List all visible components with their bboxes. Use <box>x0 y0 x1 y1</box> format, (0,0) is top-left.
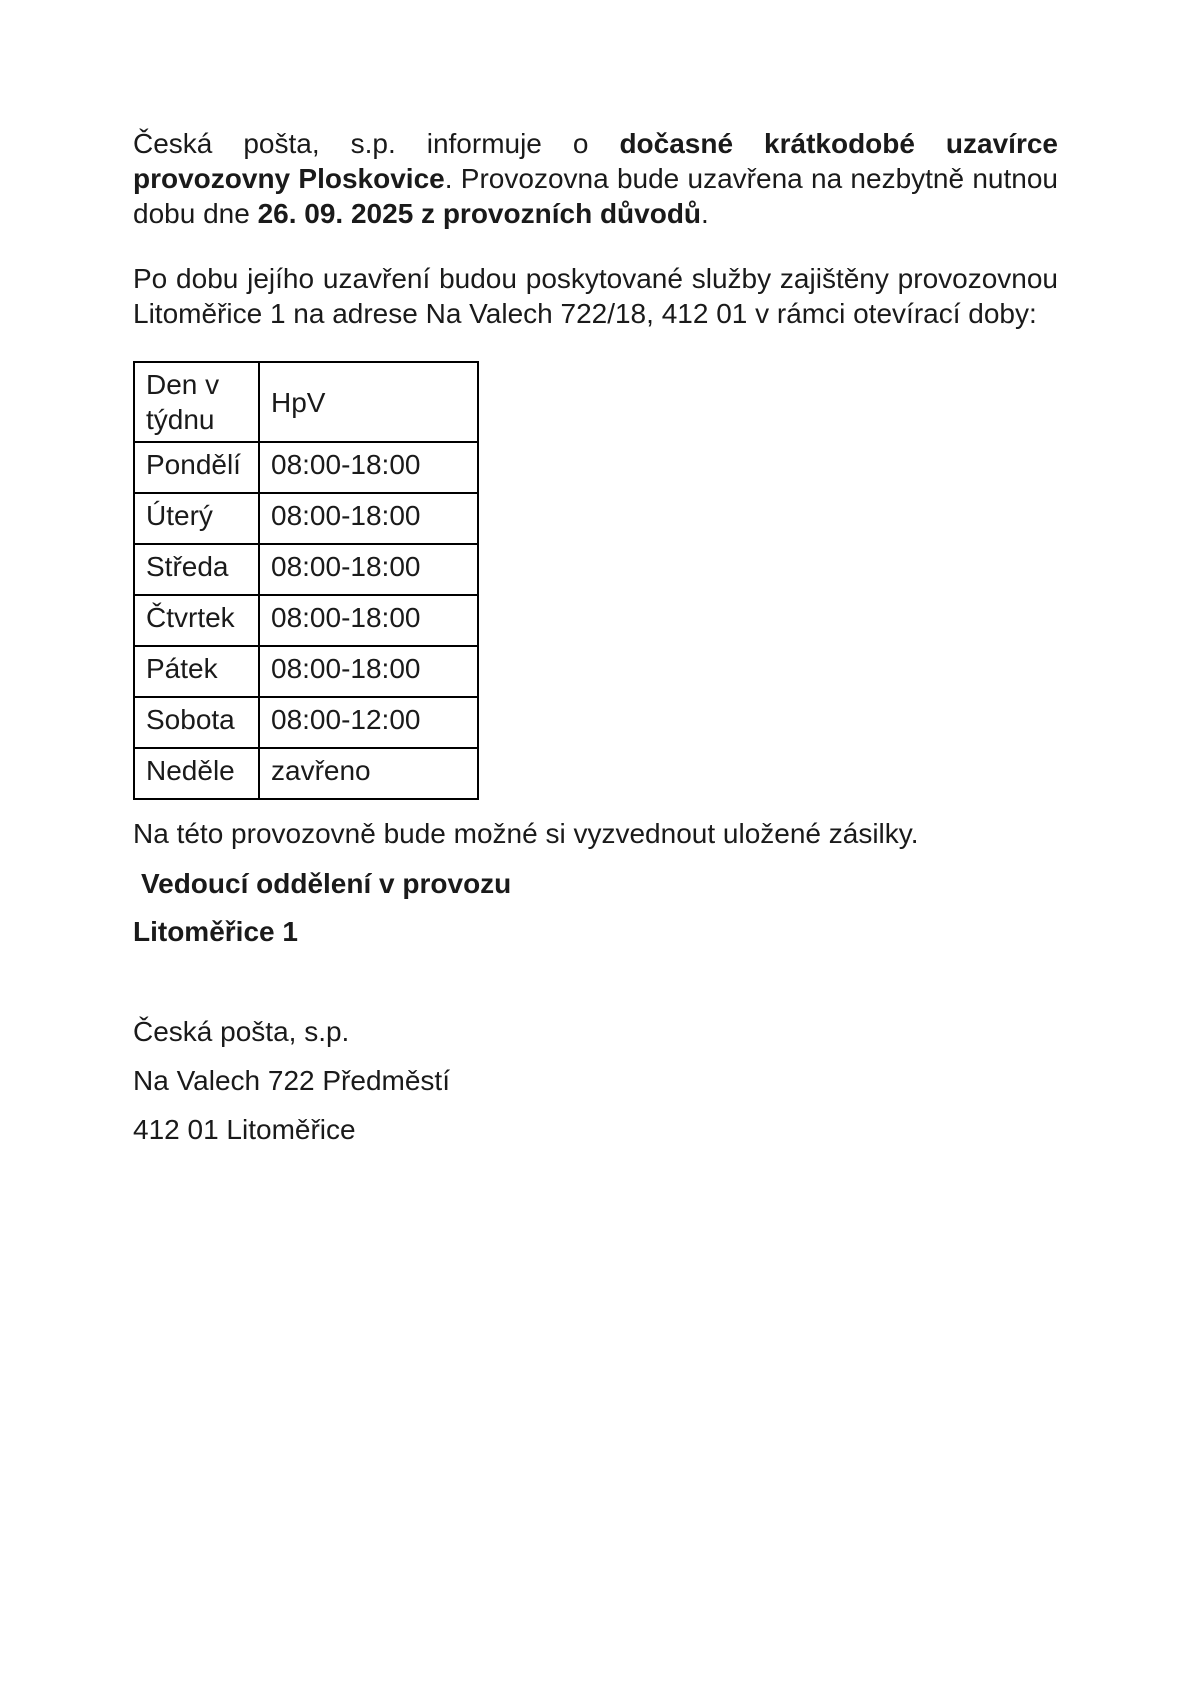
signature-company: Česká pošta, s.p. <box>133 1016 350 1047</box>
day-column-header: Den v týdnu <box>134 362 259 442</box>
intro-paragraph <box>133 126 1058 231</box>
day-cell: Čtvrtek <box>134 595 259 646</box>
table-row <box>134 697 478 748</box>
intro-text-3: . <box>701 198 709 229</box>
hours-cell: zavřeno <box>259 748 478 799</box>
day-cell: Sobota <box>134 697 259 748</box>
hours-cell: 08:00-18:00 <box>259 442 478 493</box>
day-cell: Středa <box>134 544 259 595</box>
hours-column-header: HpV <box>259 362 478 442</box>
signature-role: Vedoucí oddělení v provozu <box>141 868 512 899</box>
intro-text-1: Česká pošta, s.p. informuje o <box>133 128 620 159</box>
intro-text-2: . Provozovna bude uzavřena na nezbytně nutnou dobu dne <box>133 163 1059 229</box>
intro-bold-closure: dočasné krátkodobé uzavírce provozovny Ploskovice <box>133 128 1058 194</box>
hours-cell: 08:00-12:00 <box>259 697 478 748</box>
signature-address-city: 412 01 Litoměřice <box>133 1114 356 1145</box>
table-row <box>134 544 478 595</box>
day-cell: Neděle <box>134 748 259 799</box>
signature-address-street: Na Valech 722 Předměstí <box>133 1065 450 1096</box>
opening-hours-table <box>133 361 479 800</box>
hours-cell: 08:00-18:00 <box>259 493 478 544</box>
day-cell: Pátek <box>134 646 259 697</box>
day-cell: Úterý <box>134 493 259 544</box>
service-paragraph: Po dobu jejího uzavření budou poskytované služby zajištěny provozovnou Litoměřice 1 na adrese Na Valech 722/18, 412 01 v rámci otevírací doby: <box>133 263 1058 329</box>
document-body <box>133 126 1058 1147</box>
pickup-note: Na této provozovně bude možné si vyzvednout uložené zásilky. <box>133 818 919 849</box>
table-row <box>134 493 478 544</box>
table-row <box>134 442 478 493</box>
intro-bold-date: 26. 09. 2025 z provozních důvodů <box>257 198 702 229</box>
table-header-row <box>134 362 478 442</box>
table-row <box>134 646 478 697</box>
hours-cell: 08:00-18:00 <box>259 646 478 697</box>
signature-office: Litoměřice 1 <box>133 916 298 947</box>
table-row <box>134 748 478 799</box>
hours-cell: 08:00-18:00 <box>259 544 478 595</box>
table-row <box>134 595 478 646</box>
day-cell: Pondělí <box>134 442 259 493</box>
hours-cell: 08:00-18:00 <box>259 595 478 646</box>
